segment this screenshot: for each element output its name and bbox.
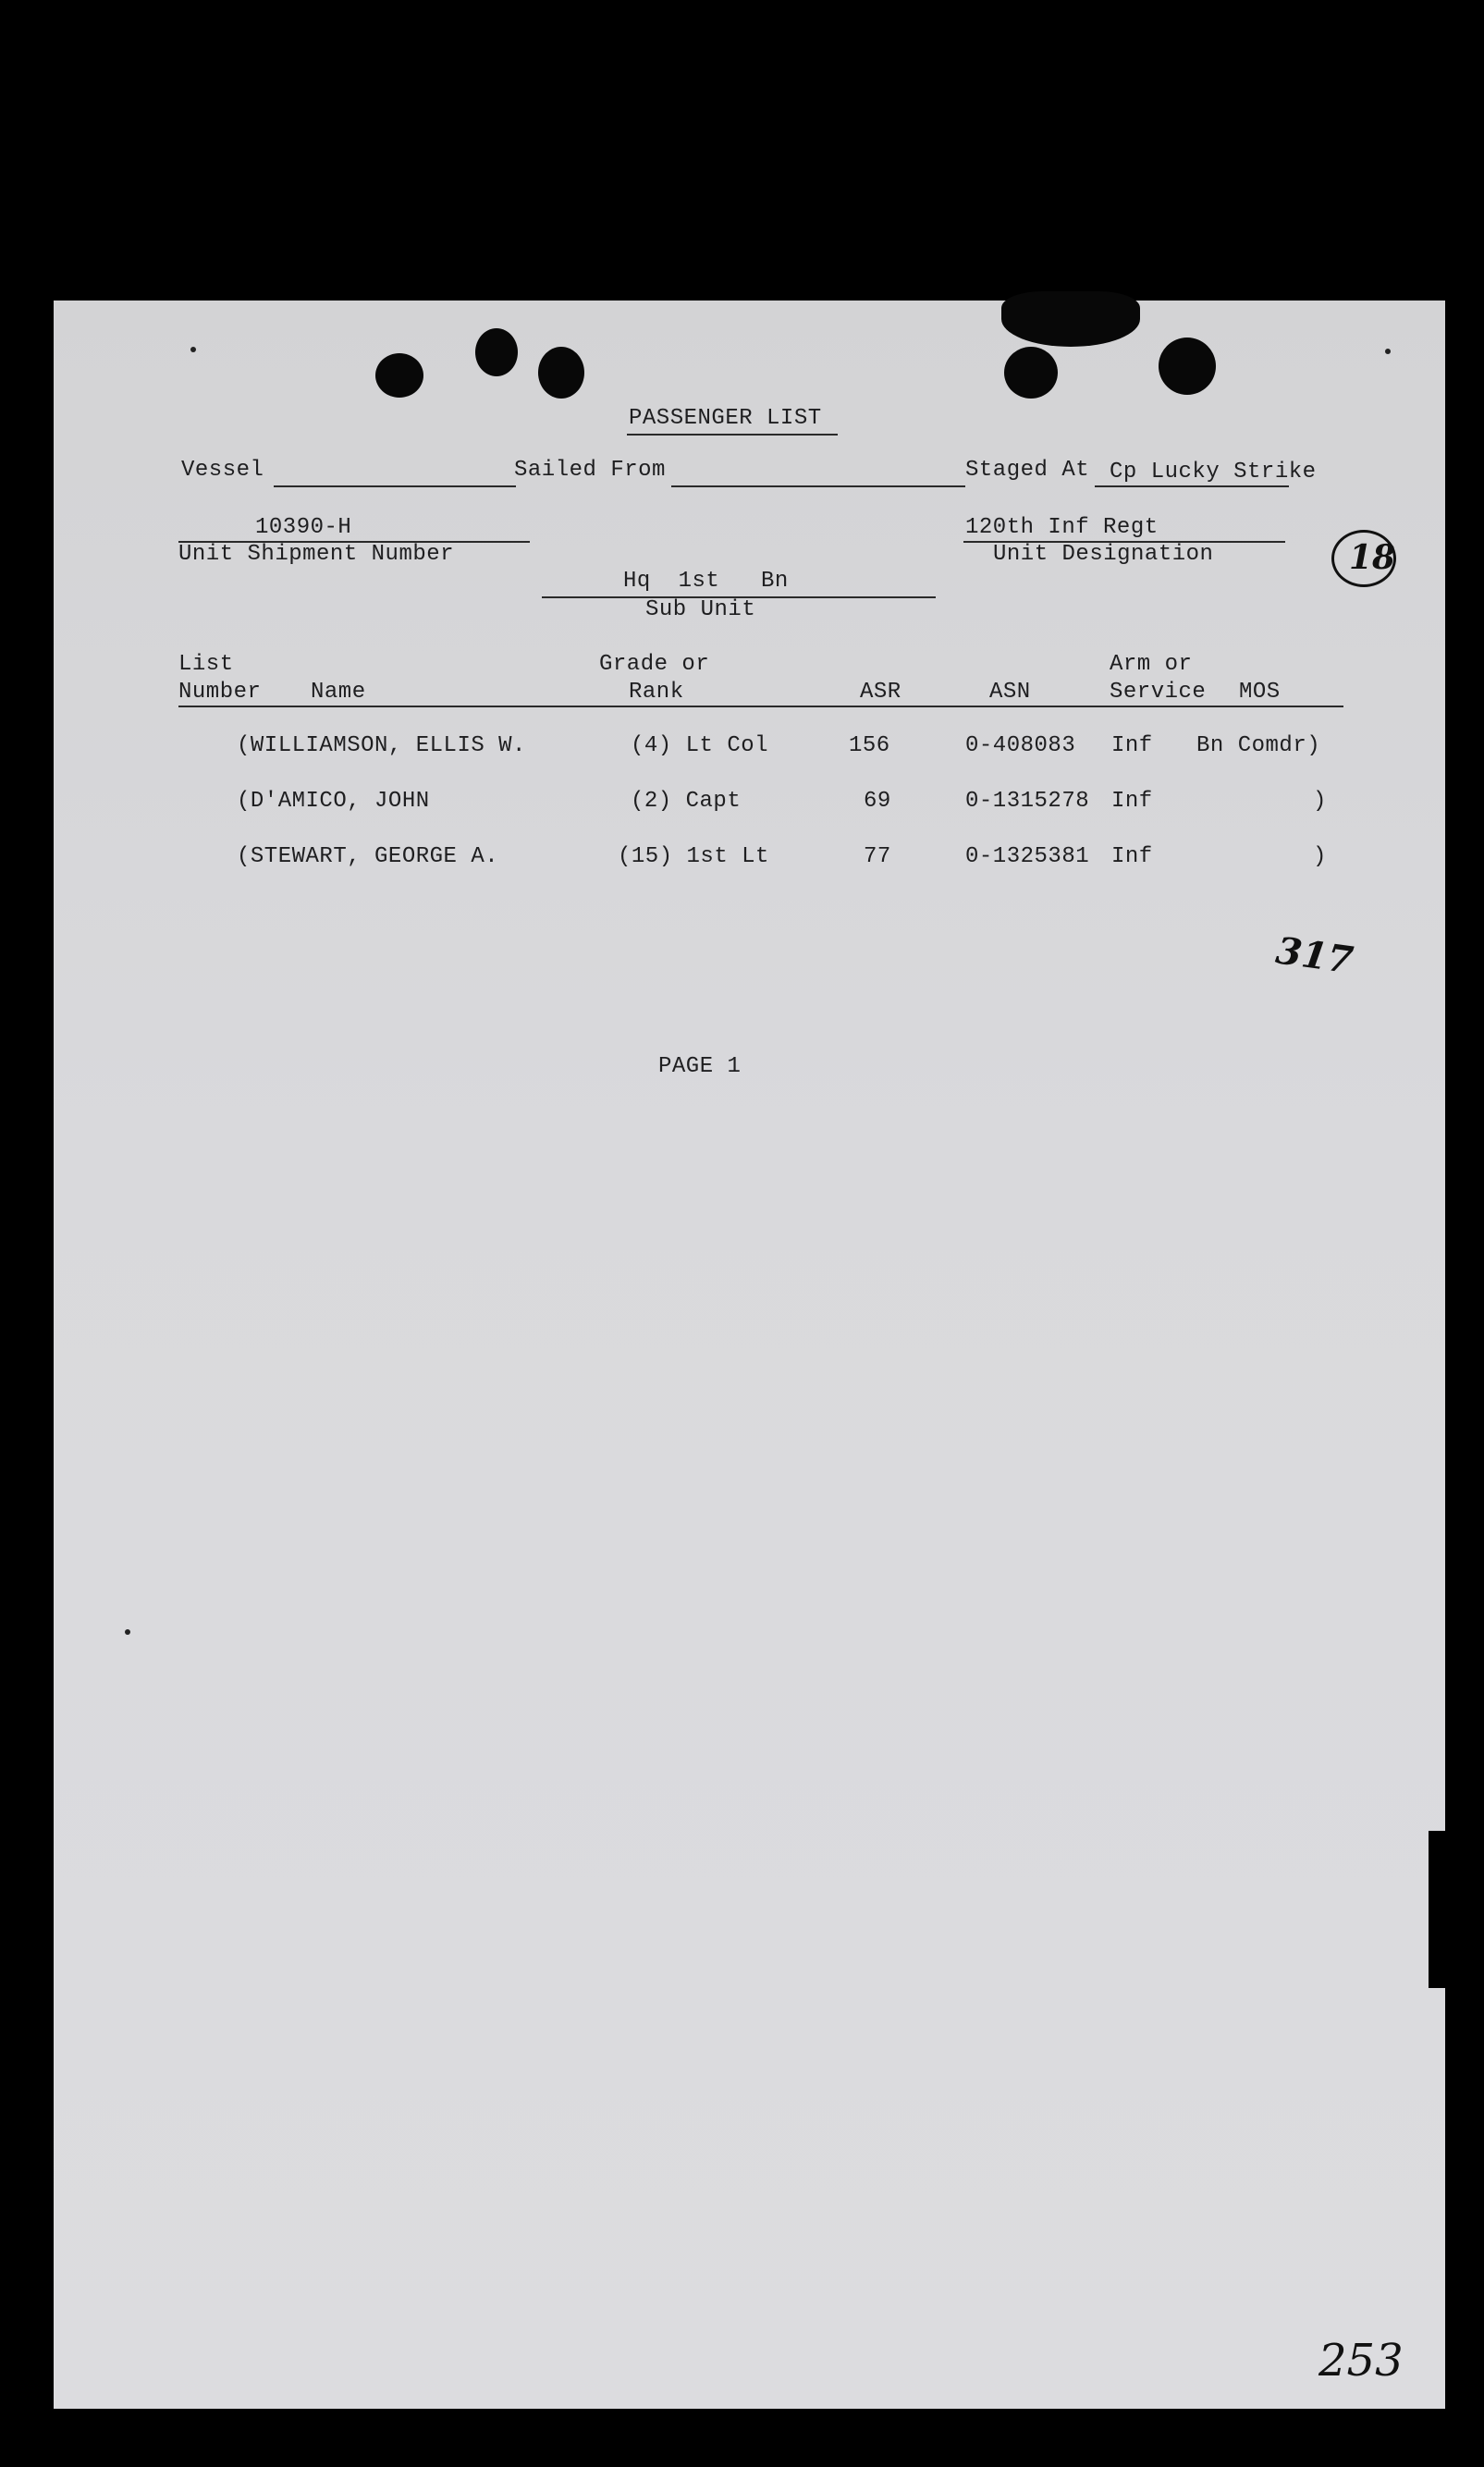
vessel-label: Vessel — [181, 458, 264, 483]
passenger-mos: ) — [1313, 789, 1327, 814]
header-list: List — [178, 652, 234, 677]
punch-hole — [1001, 291, 1140, 347]
header-grade: Grade or — [599, 652, 710, 677]
staged-at-label: Staged At — [965, 458, 1090, 483]
header-asn: ASN — [989, 680, 1031, 705]
header-arm: Arm or — [1110, 652, 1193, 677]
staged-at-value: Cp Lucky Strike — [1110, 460, 1317, 485]
passenger-name: (STEWART, GEORGE A. — [237, 844, 499, 869]
circled-number-text: 18 — [1349, 538, 1396, 577]
paper-speck — [1385, 349, 1391, 354]
header-rank: Rank — [629, 680, 684, 705]
punch-hole — [538, 347, 584, 399]
header-service: Service — [1110, 680, 1207, 705]
sub-unit-label: Sub Unit — [645, 597, 756, 622]
passenger-arm: Inf — [1111, 844, 1153, 869]
header-number: Number — [178, 680, 262, 705]
passenger-asr: 69 — [864, 789, 891, 814]
passenger-asn: 0-1315278 — [965, 789, 1090, 814]
passenger-arm: Inf — [1111, 733, 1153, 758]
passenger-grade: (4) Lt Col — [631, 733, 769, 758]
passenger-grade: (15) 1st Lt — [618, 844, 769, 869]
side-number: 317 — [1273, 928, 1356, 983]
passenger-asr: 77 — [864, 844, 891, 869]
passenger-arm: Inf — [1111, 789, 1153, 814]
circled-number — [1331, 530, 1396, 587]
passenger-asn: 0-1325381 — [965, 844, 1090, 869]
header-name: Name — [311, 680, 366, 705]
paper-speck — [125, 1629, 130, 1635]
title-underline — [627, 434, 838, 436]
sailed-from-line — [671, 485, 965, 487]
sub-unit-value: Hq 1st Bn — [623, 569, 789, 594]
document-page — [54, 301, 1445, 2409]
header-rule — [178, 706, 1343, 707]
passenger-name: (D'AMICO, JOHN — [237, 789, 430, 814]
unit-designation-value: 120th Inf Regt — [965, 515, 1159, 540]
header-mos: MOS — [1239, 680, 1281, 705]
bottom-number: 253 — [1318, 2335, 1404, 2387]
punch-hole — [375, 353, 423, 398]
passenger-name: (WILLIAMSON, ELLIS W. — [237, 733, 526, 758]
sailed-from-label: Sailed From — [514, 458, 666, 483]
passenger-mos: Bn Comdr) — [1196, 733, 1321, 758]
edge-tab — [1429, 1831, 1447, 1988]
header-asr: ASR — [860, 680, 901, 705]
punch-hole — [1004, 347, 1058, 399]
shipment-number-value: 10390-H — [255, 515, 352, 540]
paper-speck — [190, 347, 196, 352]
page-label: PAGE 1 — [658, 1054, 742, 1079]
punch-hole — [475, 328, 518, 376]
document-title: PASSENGER LIST — [629, 406, 822, 431]
punch-hole — [1159, 338, 1216, 395]
passenger-grade: (2) Capt — [631, 789, 742, 814]
staged-at-line — [1095, 485, 1289, 487]
passenger-asr: 156 — [849, 733, 890, 758]
shipment-number-label: Unit Shipment Number — [178, 542, 455, 567]
passenger-mos: ) — [1313, 844, 1327, 869]
vessel-line — [274, 485, 516, 487]
passenger-asn: 0-408083 — [965, 733, 1076, 758]
unit-designation-label: Unit Designation — [993, 542, 1214, 567]
